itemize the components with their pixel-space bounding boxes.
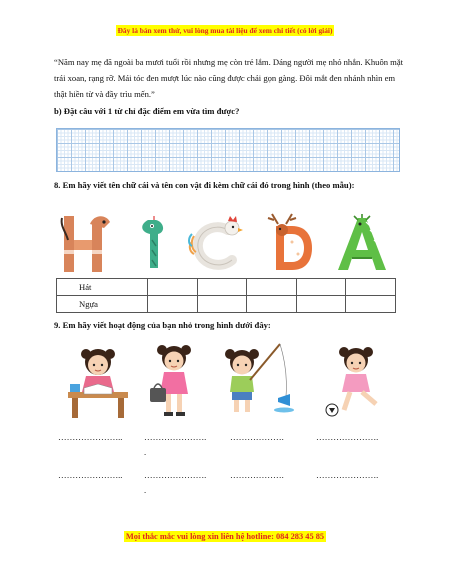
hotline-text: Mọi thắc mắc vui lòng xin liên hệ hotline: 084 283 45 85	[125, 532, 325, 541]
crocodile-letter-a-icon	[332, 212, 390, 272]
table-cell-answer[interactable]	[197, 279, 247, 296]
question-b: b) Đặt câu với 1 từ chỉ đặc điểm em vừa tìm được?	[54, 106, 240, 116]
answer-line[interactable]: ………………….	[144, 470, 207, 480]
answer-line[interactable]: …………………..	[58, 432, 123, 442]
chicken-letter-c-icon	[188, 212, 250, 272]
table-cell-answer[interactable]	[247, 279, 297, 296]
children-activities-row	[54, 340, 404, 420]
preview-notice-banner	[0, 26, 450, 35]
hotline-banner	[0, 532, 450, 541]
table-cell-answer[interactable]	[148, 296, 198, 313]
animal-letters-row	[60, 212, 390, 272]
answer-line[interactable]: ……………….	[230, 470, 284, 480]
girl-reading-book-icon	[64, 340, 134, 420]
answer-line[interactable]: …………………..	[58, 470, 123, 480]
girl-kicking-ball-icon	[322, 340, 402, 420]
table-cell-answer[interactable]	[148, 279, 198, 296]
preview-notice-text: Đây là bản xem thử, vui lòng mua tài liệu để xem chi tiết (có lời giải)	[117, 26, 333, 35]
answer-line[interactable]: ………………….	[316, 470, 379, 480]
writing-grid[interactable]	[56, 128, 400, 172]
table-cell-label: Hát	[57, 279, 148, 296]
letter-animal-table	[56, 278, 396, 313]
horse-letter-h-icon	[60, 212, 118, 272]
passage-text: “Năm nay mẹ đã ngoài ba mươi tuổi rồi nhưng mẹ còn trẻ lắm. Dáng người mẹ nhỏ nhắn. Khuôn mặt trái xoan, rạng rỡ. Mái tóc đen mượt lúc nào cũng được chải gọn gàng. Đôi mắt đen nhánh nhìn em thật hiền từ và đầy trìu mến.”	[54, 57, 404, 99]
table-cell-answer[interactable]	[346, 279, 396, 296]
answer-line[interactable]: ………………….	[316, 432, 379, 442]
table-cell-answer[interactable]	[247, 296, 297, 313]
answer-line-row	[58, 432, 408, 457]
girl-carrying-bag-icon	[146, 340, 206, 420]
snake-letter-i-icon	[132, 212, 172, 272]
table-cell-answer[interactable]	[346, 296, 396, 313]
deer-letter-d-icon	[262, 212, 322, 272]
table-cell-answer[interactable]	[296, 296, 346, 313]
table-cell-answer[interactable]	[296, 279, 346, 296]
answer-line-tail: .	[144, 447, 147, 457]
answer-line-tail: .	[144, 485, 147, 495]
question-8: 8. Em hãy viết tên chữ cái và tên con vật đi kèm chữ cái đó trong hình (theo mẫu):	[54, 180, 355, 190]
answer-line[interactable]: ……………….	[230, 432, 284, 442]
table-row	[57, 279, 396, 296]
table-cell-label: Ngựa	[57, 296, 148, 313]
girl-fishing-icon	[216, 340, 306, 420]
answer-line-row	[58, 470, 408, 495]
question-9: 9. Em hãy viết hoạt động của bạn nhỏ trong hình dưới đây:	[54, 320, 271, 330]
table-cell-answer[interactable]	[197, 296, 247, 313]
table-row	[57, 296, 396, 313]
answer-line[interactable]: ………………….	[144, 432, 207, 442]
